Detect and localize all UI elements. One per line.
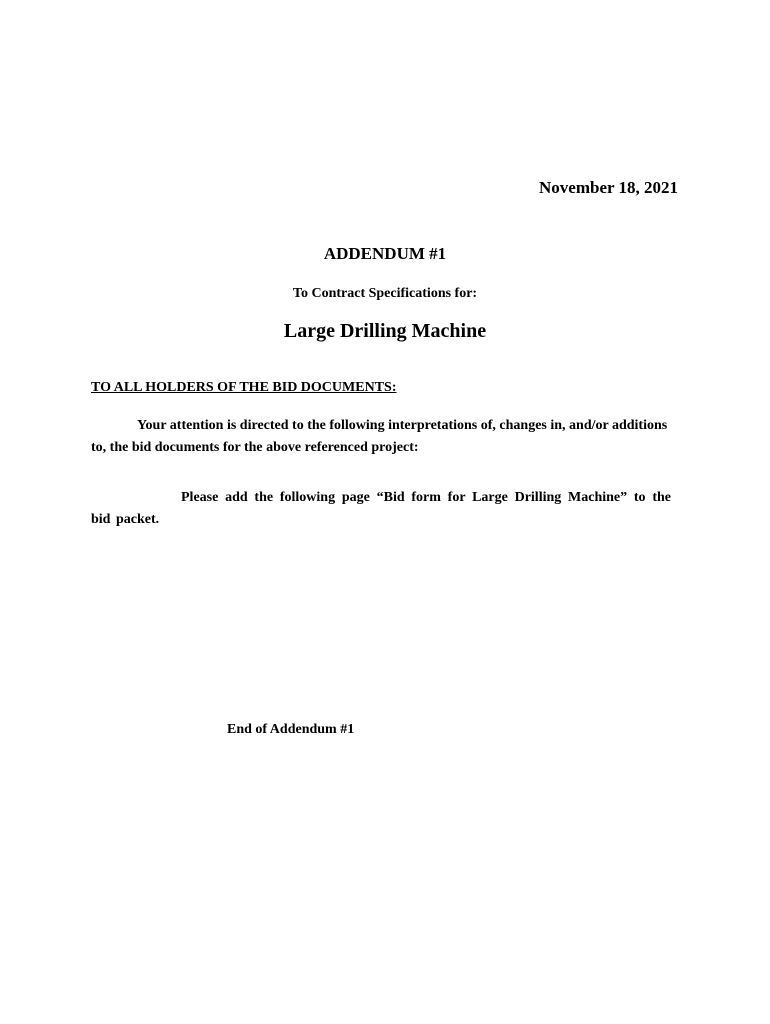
instruction-paragraph-text: Please add the following page “Bid form for Large Drilling Machine” to the bid packet.: [91, 490, 671, 527]
attention-paragraph-text: Your attention is directed to the following interpretations of, changes in, and/or additions to, the bid documents for the above referenced project:: [91, 418, 668, 455]
end-of-addendum: End of Addendum #1: [227, 722, 355, 737]
document-date: November 18, 2021: [539, 178, 678, 197]
addendum-title: ADDENDUM #1: [323, 244, 447, 263]
salutation-heading: TO ALL HOLDERS OF THE BID DOCUMENTS:: [91, 380, 397, 395]
addendum-subtitle: To Contract Specifications for:: [292, 286, 478, 301]
instruction-paragraph: [91, 487, 671, 531]
project-title: Large Drilling Machine: [283, 320, 487, 342]
attention-paragraph: [91, 415, 681, 459]
